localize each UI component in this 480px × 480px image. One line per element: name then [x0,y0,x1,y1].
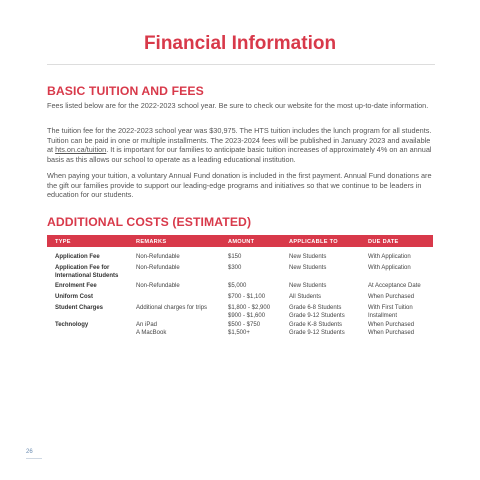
cell-type: Enrolment Fee [55,283,97,289]
cell-due-date: When Purchased When Purchased [368,322,415,337]
column-header-due-date: DUE DATE [368,238,399,245]
cell-amount: $1,800 - $2,900 $900 - $1,600 [228,305,271,320]
cell-applicable-to: All Students [289,294,322,300]
cell-type: Uniform Cost [55,294,93,300]
cell-due-date: When Purchased [368,294,415,300]
additional-costs-heading: ADDITIONAL COSTS (ESTIMATED) [47,215,252,229]
cell-remarks: Non-Refundable [136,265,180,271]
page-number: 26 [26,449,33,455]
column-header-amount: AMOUNT [228,238,255,245]
cell-remarks: Non-Refundable [136,254,180,260]
tuition-intro-paragraph: Fees listed below are for the 2022-2023 school year. Be sure to check our website for the most up-to-date information. [47,101,429,110]
tuition-fee-text-after: . It is important for our families to anticipate basic tuition increases of approximately 4% on an annual basis as this allows our school to operate as a leading educational institution. [47,145,432,164]
cell-type: Application Fee [55,254,100,260]
cell-type: Technology [55,322,89,328]
cell-applicable-to: New Students [289,265,327,271]
page-number-rule [26,458,42,459]
cell-remarks: An iPad A MacBook [136,322,167,337]
cell-due-date: With Application [368,254,411,260]
cell-type: Application Fee for International Students [55,265,119,280]
title-divider [47,64,435,65]
cell-remarks: Non-Refundable [136,283,180,289]
tuition-heading: BASIC TUITION AND FEES [47,84,204,98]
tuition-link[interactable]: hts.on.ca/tuition [55,145,107,155]
cell-amount: $500 - $750 $1,500+ [228,322,261,337]
cell-applicable-to: Grade 6-8 Students Grade 9-12 Students [289,305,345,320]
costs-table-header [47,235,433,247]
cell-amount: $300 [228,265,242,271]
page-title: Financial Information [143,33,337,54]
column-header-applicable-to: APPLICABLE TO [289,238,338,245]
cell-applicable-to: New Students [289,283,327,289]
column-header-remarks: REMARKS [136,238,167,245]
column-header-type: TYPE [55,238,71,245]
cell-type: Student Charges [55,305,104,311]
cell-remarks: Additional charges for trips [136,305,208,311]
cell-applicable-to: Grade K-8 Students Grade 9-12 Students [289,322,345,337]
cell-amount: $150 [228,254,242,260]
cell-amount: $700 - $1,100 [228,294,266,300]
cell-due-date: With Application [368,265,411,271]
cell-due-date: At Acceptance Date [368,283,421,289]
annual-fund-paragraph: When paying your tuition, a voluntary Annual Fund donation is included in the first payment. Annual Fund donations are the gift our families provide to support our leading-edge programs and initiatives so that we continue to be leaders in education for our students. [47,171,432,200]
tuition-fee-text-before: The tuition fee for the 2022-2023 school year was $30,975. The HTS tuition includes the lunch program for all students. Tuition can be paid in one or multiple installments. The 2023-2024 fees will be published in January 2023 and available at [47,126,432,155]
cell-due-date: With First Tuition Installment [368,305,413,320]
cell-amount: $5,000 [228,283,247,289]
cell-applicable-to: New Students [289,254,327,260]
tuition-fee-paragraph [47,126,433,164]
